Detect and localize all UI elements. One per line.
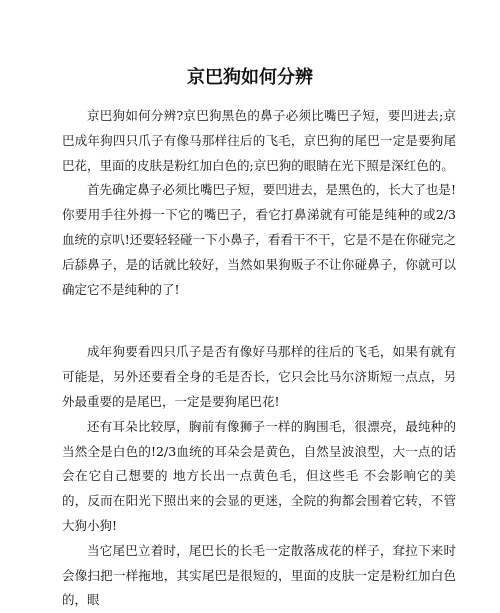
paragraph-intro: 京巴狗如何分辨?京巴狗黑色的鼻子必须比嘴巴子短，要凹进去;京巴成年狗四只爪子有像马那样往后的飞毛，京巴狗的尾巴一定是要狗尾巴花，里面的皮肤是粉红加白色的;京巴狗的眼睛在光下照是深红色的。 [62,108,456,173]
article-body [62,104,456,613]
paragraph-nose-check: 首先确定鼻子必须比嘴巴子短，要凹进去，是黑色的，长大了也是!你要用手往外拇一下它的嘴巴子，看它打鼻涕就有可能是纯种的或2/3血统的京叭!还要轻轻碰一下小鼻子，看看干不干，它是不是在你碰完之后舔鼻子，是的话就比较好，当然如果狗贩子不让你碰鼻子，你就可以确定它不是纯种的了! [62,182,456,297]
article-title: 京巴狗如何分辨 [187,67,313,88]
paragraph-ears-chest: 还有耳朵比较厚，胸前有像狮子一样的胸围毛，很漂亮，最纯种的当然全是白色的!2/3血统的耳朵会是黄色，自然呈波浪型，大一点的话会在它自己想要的 地方长出一点黄色毛，但这些毛 不会影响它的美的，反而在阳光下照出来的会显的更迷，全院的狗都会围着它转，不管大狗小狗! [62,418,456,533]
paragraph-paws-tail: 成年狗要看四只爪子是否有像好马那样的往后的飞毛，如果有就有可能是，另外还要看全身的毛是否长，它只会比马尔济斯短一点点，另外最重要的是尾巴，一定是要狗尾巴花! [62,344,456,409]
paragraph-tail-detail: 当它尾巴立着时，尾巴长的长毛一定散落成花的样子，耷拉下来时会像扫把一样拖地，其实尾巴是很短的，里面的皮肤一定是粉红加白色的，眼 [62,542,456,608]
paragraph-spacer [62,302,456,340]
